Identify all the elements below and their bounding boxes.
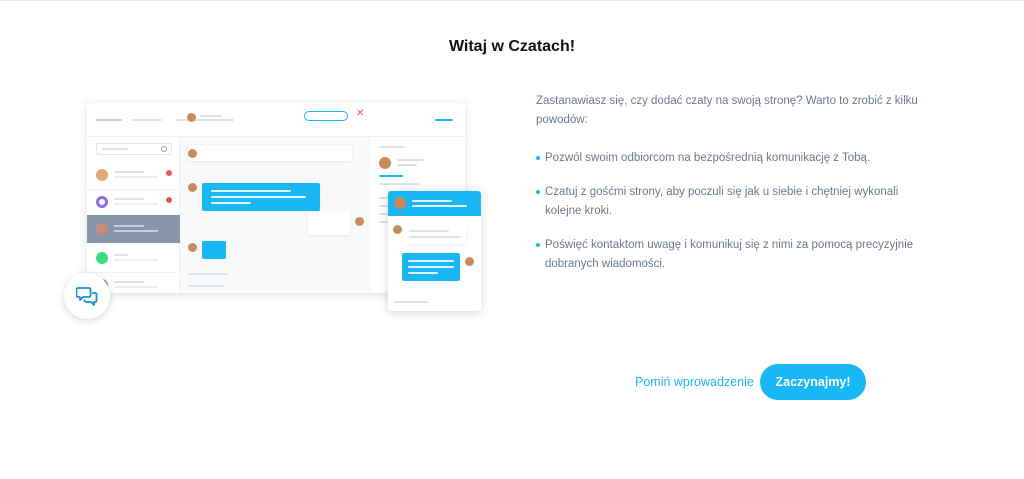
- top-divider: [0, 0, 1024, 1]
- intro-text: Zastanawiasz się, czy dodać czaty na swoją stronę? Warto to zrobić z kilku powodów:: [536, 95, 918, 126]
- reasons-list: [536, 149, 936, 289]
- chat-bubbles-icon: [64, 273, 110, 319]
- reason-item: Czatuj z gośćmi strony, aby poczuli się jak u siebie i chętniej wykonali kolejne kroki.: [536, 183, 936, 221]
- skip-intro-link[interactable]: Pomiń wprowadzenie: [635, 375, 754, 389]
- search-icon: [161, 146, 167, 152]
- page-title: Witaj w Czatach!: [448, 38, 576, 55]
- conversation-list-mockup: [87, 137, 180, 293]
- start-button[interactable]: Zaczynajmy!: [760, 364, 866, 400]
- message-thread-mockup: [180, 108, 371, 293]
- reason-item: Poświęć kontaktom uwagę i komunikuj się z nimi za pomocą precyzyjnie dobranych wiadomości.: [536, 236, 936, 274]
- close-icon: ✕: [356, 108, 365, 119]
- reason-item: Pozwól swoim odbiorcom na bezpośrednią komunikację z Tobą.: [536, 149, 936, 168]
- chat-widget-mockup: [388, 191, 481, 311]
- chat-illustration: [60, 100, 490, 320]
